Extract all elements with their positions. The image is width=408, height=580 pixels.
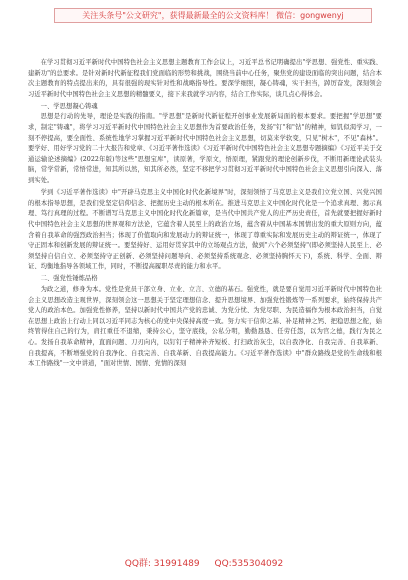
intro-paragraph: 在学习贯彻习近平新时代中国特色社会主义思想主题教育工作会议上，习近平总书记明确提出"学思想、强党性、重实践、建新功"的总要求。是针对新时代新征程我们党面临的形势和挑战，围绕当前中心任务，聚焦党的建设面临的突出问题，结合本次主题教育的特点提出来的，具有很强的现实针对性和战略指导性。要深学细照，凝心铸魂，实干担当，踔厉奋发，深刻领会习近平新时代中国特色社会主义思想的精髓要义，接下来我就学习内容，结合工作实际，谈几点心得体会。 — [28, 59, 382, 98]
top-banner: 关注头条号"公文研究"，获得最新最全的公文资料库！ 微信：gongwenyj — [54, 8, 372, 23]
section-heading-2: 二、强党性锤炼品格 — [40, 275, 98, 283]
body-paragraph: 学到《习近平著作选读》中"开辟马克思主义中国化时代化新境界"时，深刻领悟了马克思主义是我们立党立国、兴党兴国的根本指导思想，是我们党坚定信仰信念、把握历史主动的根本所在。推进马克思主义中国化时代化是一个追求真理、揭示真理、笃行真理的过程。不断谱写马克思主义中国化时代化新篇章，是当代中国共产党人的庄严历史责任，首先就要把握好新时代中国特色社会主义思想的世界观和方法论，它蕴含着人民至上的政治立场，蕴含着从中国基本国情出发的重大原则方向，蕴含着自我革命的强烈政治担当；体现了价值取向和发展动力的辩证统一，体现了尊重实际和发展历史主动的辩证统一，体现了守正固本和创新发展的辩证统一。要坚持好、运用好贯穿其中的立场观点方法，做到"六个必须坚持"(即必须坚持人民至上、必须坚持自信自立、必须坚持守正创新、必须坚持问题导向、必须坚持系统观念、必须坚持胸怀天下)，系统、科学、全面、辩证、均衡地指导各领域工作，同时，不断提高履职尽责的能力和水平。 — [28, 189, 382, 271]
document-body — [28, 58, 382, 371]
section-heading-1: 一、学思想凝心铸魂 — [40, 102, 98, 110]
body-paragraph: 思想是行动的先导，理论是实践的指南。"学思想"是新时代新征程开创事业发展新局面的根本要求。要把握"学思想"要求，制定"铸魂"，将学习习近平新时代中国特色社会主义思想作为首要政治任务，发扬"钉"和"钻"的精神，如饥似渴学习，一刻不停提高，要全面性、系统性地学习掌握习近平新时代中国特色社会主义思想，切莫来学软变，只见"树木"，不见"森林"。要学好、用好学习党的二十大报告和党章、《习近平著作选读》《习近平新时代中国特色社会主义思想专题摘编》《习近平关于交通运输论述摘编》(2022年版)等这些"思想宝库"，读原著，学原文，悟原理，紧跟党的理论创新步伐，不断用新理论武装头脑，常学常新，常悟常进，知其所以然，知其所必然，坚定不移把学习贯彻习近平新时代中国特色社会主义思想引向深入、落到实处。 — [28, 113, 382, 185]
body-paragraph: 为政之道，修身为本。党性是党员干部立身、立业、立言、立德的基石。强党性，就是要自觉用习近平新时代中国特色社会主义思想改造主观世界，深刻领会这一思想关于坚定理想信念、提升思想境界、加强党性锻炼等一系列要求，始终保持共产党人的政治本色。加强党性修养，坚持以新时代中国共产党的忠诚、为党分忧、为党尽职、为民造福作为根本政治担当，自觉在思想上政治上行动上同以习近平同志为核心的党中央保持高度一致。努力实干信仰之基、补足精神之钙、把稳思想之舵，始终管得住自己的行为，肩扛重任不退缩，秉持公心，坚守底线，公私分明，勤勤恳恳、任劳任怨，以为官之德，践行为民之心。发扬自我革命精神，直面问题、刀刃向内，以钉钉子精神补齐短板、打扫政治灰尘，以自我净化、自我完善、自我革新、自我提高，不断增强党的自我净化、自我完善、自我革新、自我提高能力。《习近平著作选读》中"群众路线是党的生命线和根本工作路线"一文中讲道，"面对世情、国情、党情的深刻 — [28, 285, 382, 368]
footer — [0, 556, 408, 569]
footer-qq: QQ:535304092 — [214, 559, 284, 569]
footer-qq-group: QQ群: 31991489 — [124, 559, 200, 569]
